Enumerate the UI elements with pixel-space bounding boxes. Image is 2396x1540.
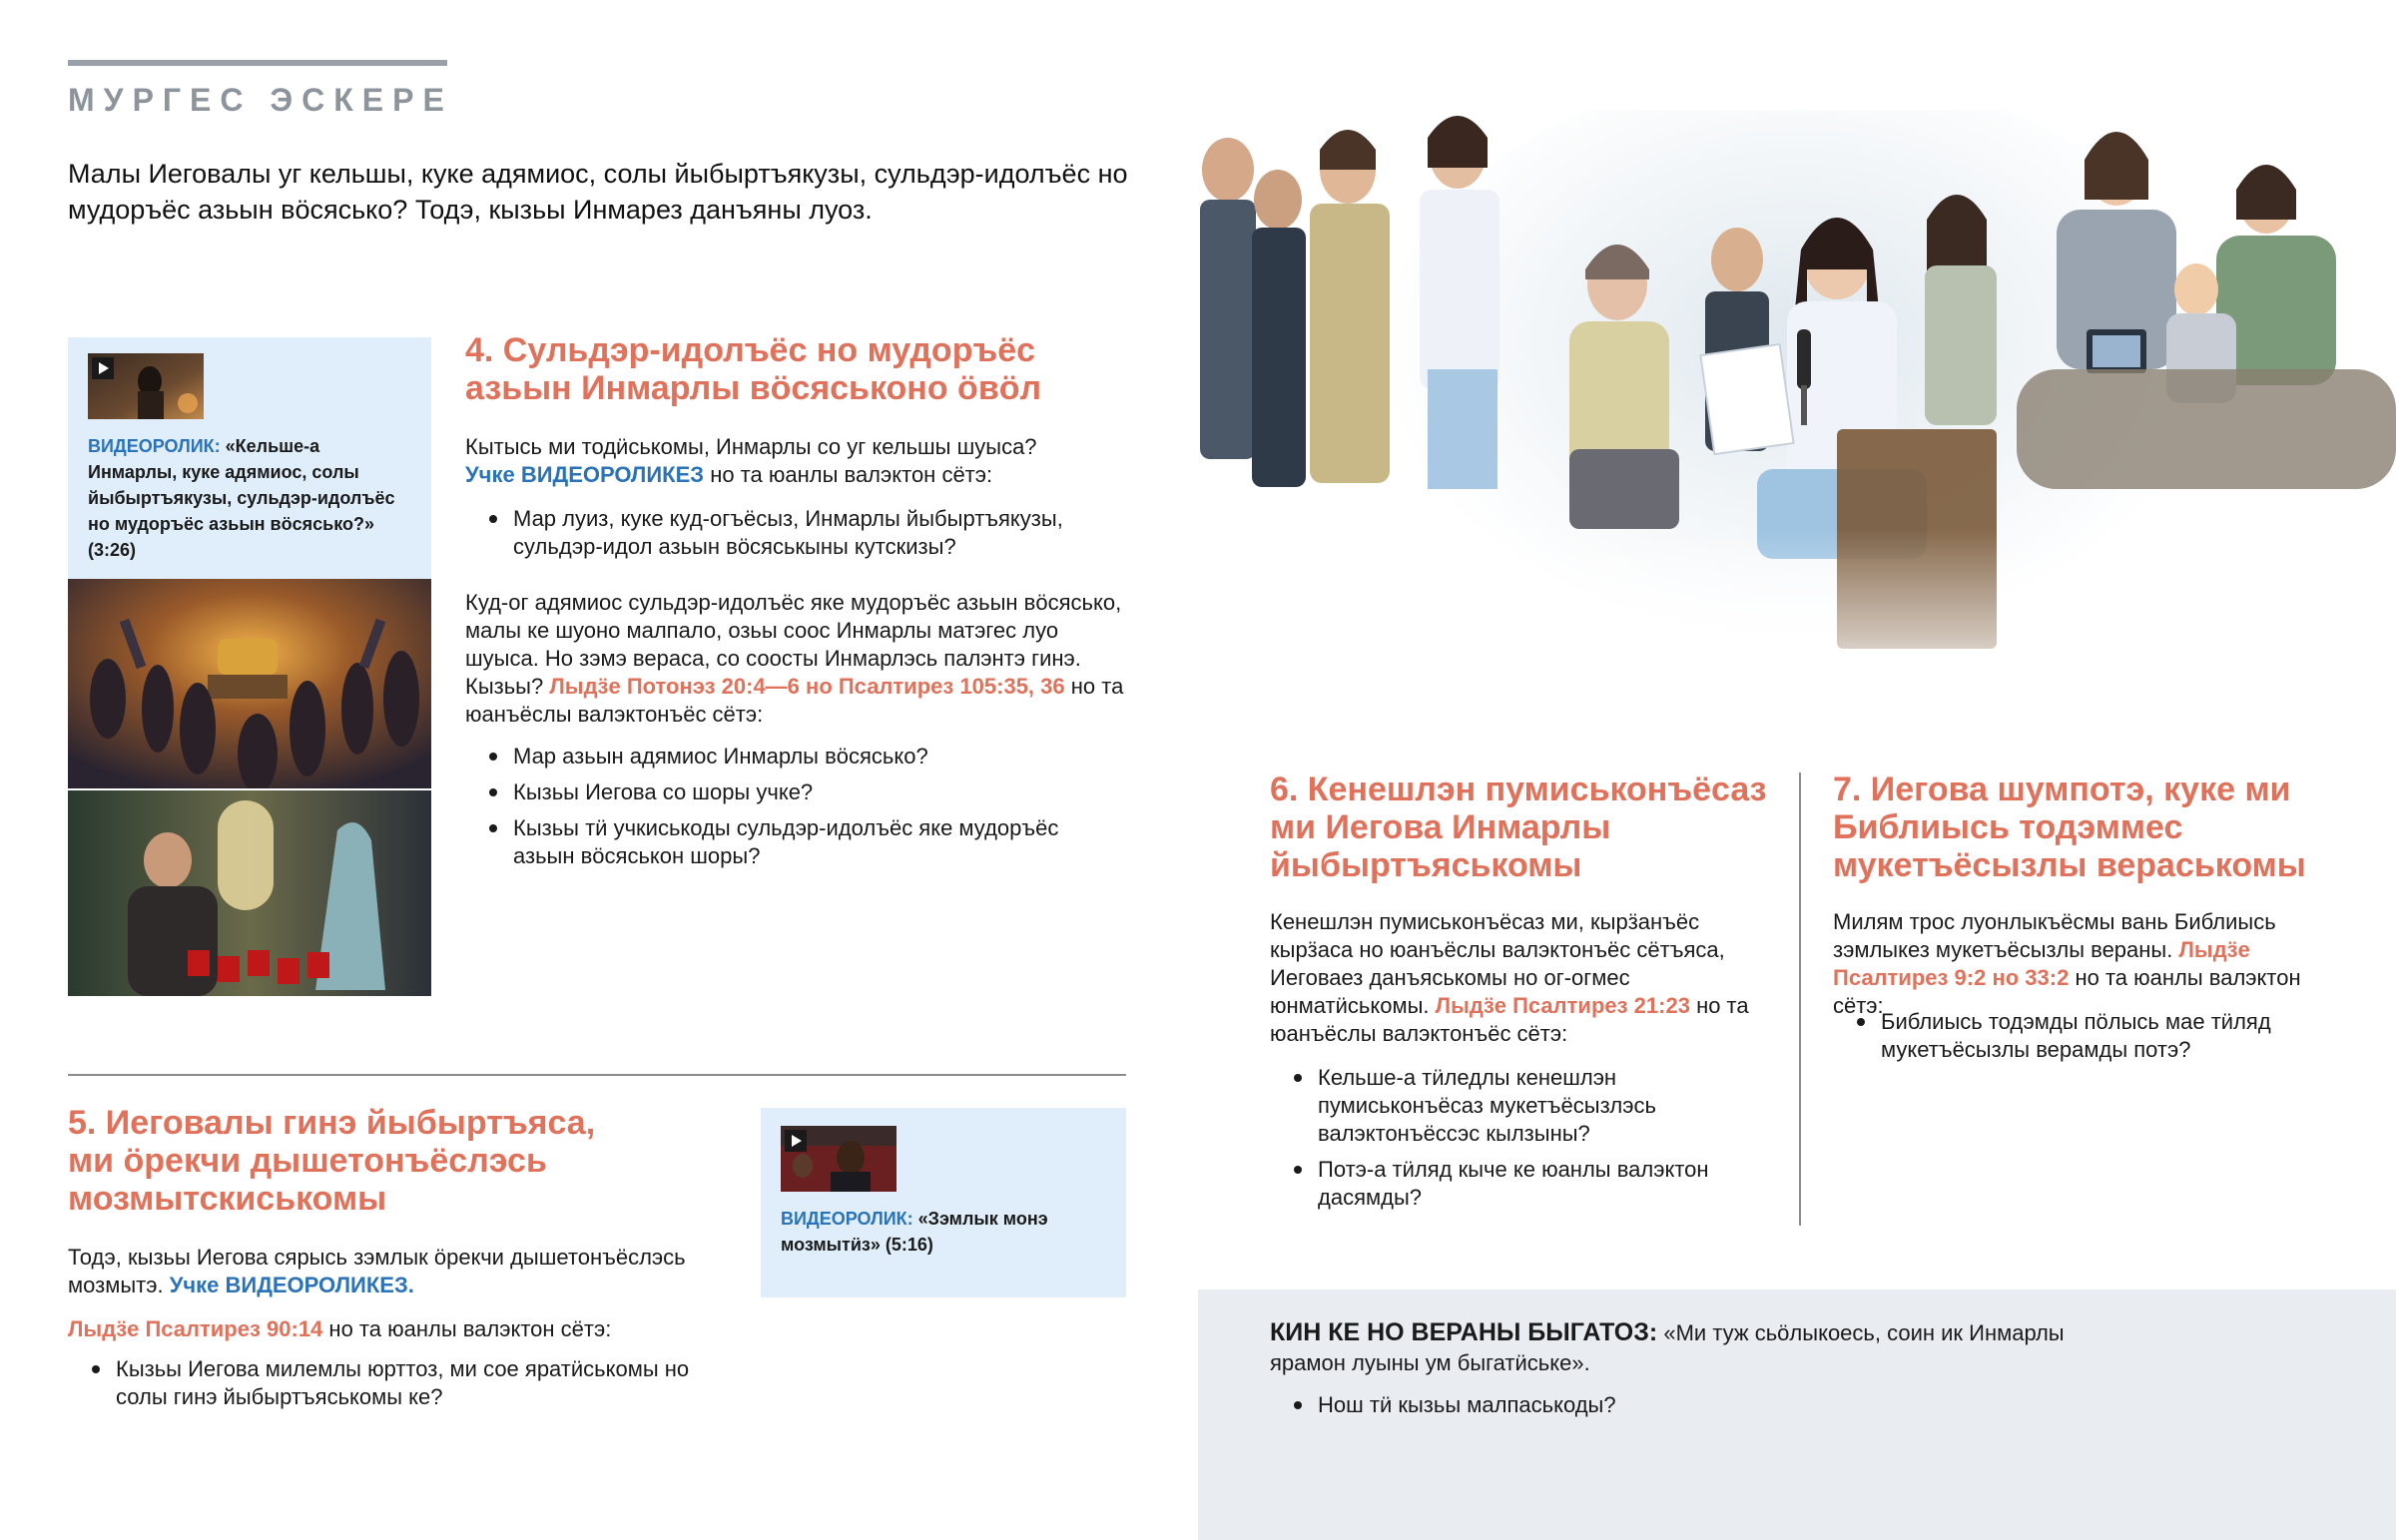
section-rule [68,60,447,66]
illustration-congregation-meeting [1198,110,2396,709]
video-caption [88,433,407,563]
play-icon[interactable] [785,1130,807,1152]
section6-questions [1270,1064,1769,1220]
section-title: МУРГЕС ЭСКЕРЕ [68,82,453,118]
objection-box [1198,1289,2396,1540]
section5-heading: 5. Иеговалы гинэ йыбыртъяса, ми ӧрекчи дышетонъёслэсь мозмытскиськомы [68,1104,596,1218]
video-card-section5[interactable] [761,1108,1126,1297]
section7-paragraph: Милям трос луонлыкъёсмы вань Библиысь зэмлыкез мукетъёсызлы вераны. Лыдӟе Псалтирез 9:2 но 33:2 но та юанлы валэктон сётэ: [1833,909,2301,1018]
watch-video-link[interactable]: Учке ВИДЕОРОЛИКЕЗ. [169,1273,414,1297]
section4-heading: 4. Сульдэр-идолъёс но мудоръёс азьын Инмарлы вӧсяськоно ӧвӧл [465,331,1042,407]
video-title: «Кельше-а Инмарлы, куке адямиос, солы йыбыртъякузы, сульдэр-идолъёс но мудоръёс азьын вӧсясько?» [88,436,395,534]
scripture-ref-link[interactable]: Лыдӟе Псалтирез 90:14 [68,1316,323,1341]
video-title: «Зэмлык монэ мозмытӥз» [781,1209,1048,1255]
list-item: Мар луиз, куке куд-огъёсыз, Инмарлы йыбыртъякузы, сульдэр-идол азьын вӧсяськыны кутскизы? [465,505,1104,561]
play-icon[interactable] [92,357,114,379]
video-duration: (3:26) [88,540,137,560]
section4-questions1 [465,505,1104,569]
list-item: Кызьы Иегова милемлы юрттоз, ми сое яратӥськомы но солы гинэ йыбыртъяськомы ке? [68,1355,707,1411]
section6-heading: 6. Кенешлэн пумиськонъёсаз ми Иегова Инмарлы йыбыртъяськомы [1270,770,1767,884]
illustration-golden-calf [68,579,431,788]
list-item: Нош тӥ кызьы малпаськоды? [1270,1391,1969,1419]
scripture-ref-link[interactable]: Лыдӟе Потонэз 20:4—6 но Псалтирез 105:35, 36 [549,674,1065,699]
video-thumbnail[interactable] [781,1126,897,1192]
section5-paragraph2: Лыдӟе Псалтирез 90:14 но та юанлы валэктон сётэ: [68,1316,612,1341]
section7-questions [1833,1008,2332,1072]
video-thumbnail[interactable] [88,353,204,419]
video-label: ВИДЕОРОЛИК: [781,1209,913,1229]
objection-questions [1270,1391,1969,1427]
list-item: Кызьы тӥ учкиськоды сульдэр-идолъёс яке мудоръёс азьын вӧсяськон шоры? [465,814,1104,870]
section6-paragraph: Кенешлэн пумиськонъёсаз ми, кырӟанъёс кырӟаса но юанъёслы валэктонъёс сётъяса, Иеговаез данъяськомы но ог-огмес юнматӥськомы. Лыдӟе Псалтирез 21:23 но та юанъёслы валэктонъёс сётэ: [1270,909,1749,1046]
section4-paragraph1: Кытысь ми тодӥськомы, Инмарлы со уг кельшы шуыса? Учке ВИДЕОРОЛИКЕЗ но та юанлы валэктон сётэ: [465,434,1037,487]
scripture-ref-link[interactable]: Лыдӟе Псалтирез 9:2 но 33:2 [1833,937,2250,990]
section5-questions [68,1355,707,1419]
section4-paragraph2: Куд-ог адямиос сульдэр-идолъёс яке мудоръёс азьын вӧсясько, малы ке шуоно малпало, озьы соос Инмарлы матэгес луо шуыса. Но зэмэ вераса, со соосты Инмарлэсь палэнтэ гинэ. Кызьы? Лыдӟе Потонэз 20:4—6 но Псалтирез 105:35, 36 но та юанъёслы валэктонъёс сётэ: [465,590,1124,727]
watch-video-link[interactable]: Учке ВИДЕОРОЛИКЕЗ [465,462,705,487]
video-label: ВИДЕОРОЛИК: [88,436,221,456]
divider-line [68,1074,1126,1076]
list-item: Мар азьын адямиос Инмарлы вӧсясько? [465,743,1104,770]
intro-text: Малы Иеговалы уг кельшы, куке адямиос, солы йыбыртъякузы, сульдэр-идолъёс но мудоръёс азьын вӧсясько? Тодэ, кызьы Инмарез данъяны луоз. [68,159,1128,225]
video-card-section4[interactable] [68,337,431,579]
scripture-ref-link[interactable]: Лыдӟе Псалтирез 21:23 [1435,993,1690,1018]
objection-text [1270,1317,2128,1378]
illustration-candles-statue [68,790,431,996]
list-item: Библиысь тодэмды пӧлысь мае тӥляд мукетъёсызлы верамды потэ? [1833,1008,2332,1064]
section5-paragraph1: Тодэ, кызьы Иегова сярысь зэмлык ӧрекчи дышетонъёслэсь мозмытэ. Учке ВИДЕОРОЛИКЕЗ. [68,1245,686,1297]
list-item: Кызьы Иегова со шоры учке? [465,778,1104,806]
video-duration: (5:16) [885,1235,933,1255]
column-divider [1799,772,1801,1226]
section7-heading: 7. Иегова шумпотэ, куке ми Библиысь тодэммес мукетъёсызлы вераськомы [1833,770,2306,884]
list-item: Кельше-а тӥледлы кенешлэн пумиськонъёсаз мукетъёсызлэсь валэктонъёссэс кылзыны? [1270,1064,1769,1148]
objection-quote: «Ми туж сьӧлыкоесь, соин ик Инмарлы ярамон луыны ум быгатӥське». [1270,1320,2065,1375]
objection-label: КИН КЕ НО ВЕРАНЫ БЫГАТОЗ: [1270,1318,1658,1346]
list-item: Потэ-а тӥляд кыче ке юанлы валэктон дасямды? [1270,1156,1769,1212]
video-caption [781,1206,1110,1258]
section4-questions2 [465,743,1104,878]
